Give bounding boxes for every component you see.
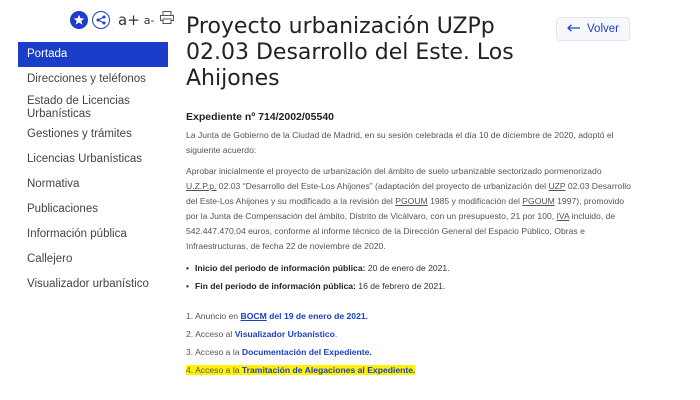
- bocm-link[interactable]: BOCM: [240, 311, 267, 321]
- list-item: • Fin del periodo de información pública: 16 de febrero de 2021.: [186, 277, 450, 295]
- arrow-left-icon: [567, 23, 581, 35]
- list-item: 4. Acceso a la Tramitación de Alegaciones al Expediente.: [186, 365, 416, 375]
- list-item: 3. Acceso a la Documentación del Expediente.: [186, 347, 372, 357]
- sidebar-item-normativa[interactable]: Normativa: [27, 178, 80, 190]
- font-increase-button[interactable]: a+: [118, 11, 140, 29]
- star-icon[interactable]: [70, 11, 88, 29]
- sidebar-item-portada[interactable]: Portada: [18, 42, 168, 67]
- sidebar-item-estado-licencias[interactable]: Estado de Licencias Urbanísticas: [27, 95, 130, 120]
- access-links-list: [186, 307, 415, 379]
- list-item: 1. Anuncio en BOCM del 19 de enero de 2021.: [186, 311, 369, 321]
- sidebar-item-gestiones[interactable]: Gestiones y trámites: [27, 128, 132, 140]
- sidebar-item-visualizador[interactable]: Visualizador urbanístico: [27, 278, 149, 290]
- expediente-number: Expediente nº 714/2002/05540: [186, 111, 335, 123]
- agreement-paragraph: Aprobar inicialmente el proyecto de urbanización del ámbito de suelo urbanizable sectorizado pormenorizado U.Z.P.p. 02.03 “Desarrollo del Este-Los Ahijones” (adaptación del proyecto de urbanización del UZP 02.03 Desarrollo del Este-Los Ahijones y su modificado a la revisión del PGOUM 1985 y modificación del PGOUM 1997), promovido por la Junta de Compensación del ámbito, Distrito de Vicálvaro, con un presupuesto, 21 por 100, IVA incluido, de 542.447.470,04 euros, conforme al informe técnico de la Dirección General del Espacio Público, Obras e Infraestructuras, de fecha 22 de noviembre de 2020.: [186, 166, 631, 251]
- visualizador-link[interactable]: Visualizador Urbanístico: [234, 329, 335, 339]
- page-title: Proyecto urbanización UZPp 02.03 Desarrollo del Este. Los Ahijones: [186, 14, 514, 91]
- back-button[interactable]: [556, 17, 630, 41]
- share-icon[interactable]: [92, 11, 110, 29]
- sidebar-nav: [18, 42, 168, 297]
- bocm-date-link[interactable]: del 19 de enero de 2021: [266, 311, 366, 321]
- list-item: 2. Acceso al Visualizador Urbanístico.: [186, 329, 338, 339]
- back-label: Volver: [587, 23, 619, 35]
- documentacion-link[interactable]: Documentación del Expediente: [241, 347, 370, 357]
- sidebar-item-informacion-publica[interactable]: Información pública: [27, 228, 127, 240]
- sidebar-item-publicaciones[interactable]: Publicaciones: [27, 203, 98, 215]
- intro-paragraph: La Junta de Gobierno de la Ciudad de Madrid, en su sesión celebrada el día 10 de diciembre de 2020, adoptó el siguiente acuerdo:: [186, 130, 614, 155]
- sidebar-item-licencias[interactable]: Licencias Urbanísticas: [27, 153, 143, 165]
- list-item: • Inicio del periodo de información pública: 20 de enero de 2021.: [186, 259, 450, 277]
- font-decrease-button[interactable]: a-: [143, 13, 155, 27]
- sidebar-item-callejero[interactable]: Callejero: [27, 253, 73, 265]
- page-tools: [70, 9, 174, 31]
- period-list: [186, 259, 450, 295]
- alegaciones-link[interactable]: Tramitación de Alegaciones al Expediente: [241, 365, 414, 375]
- print-icon[interactable]: [160, 11, 174, 29]
- sidebar-item-direcciones[interactable]: Direcciones y teléfonos: [27, 73, 146, 85]
